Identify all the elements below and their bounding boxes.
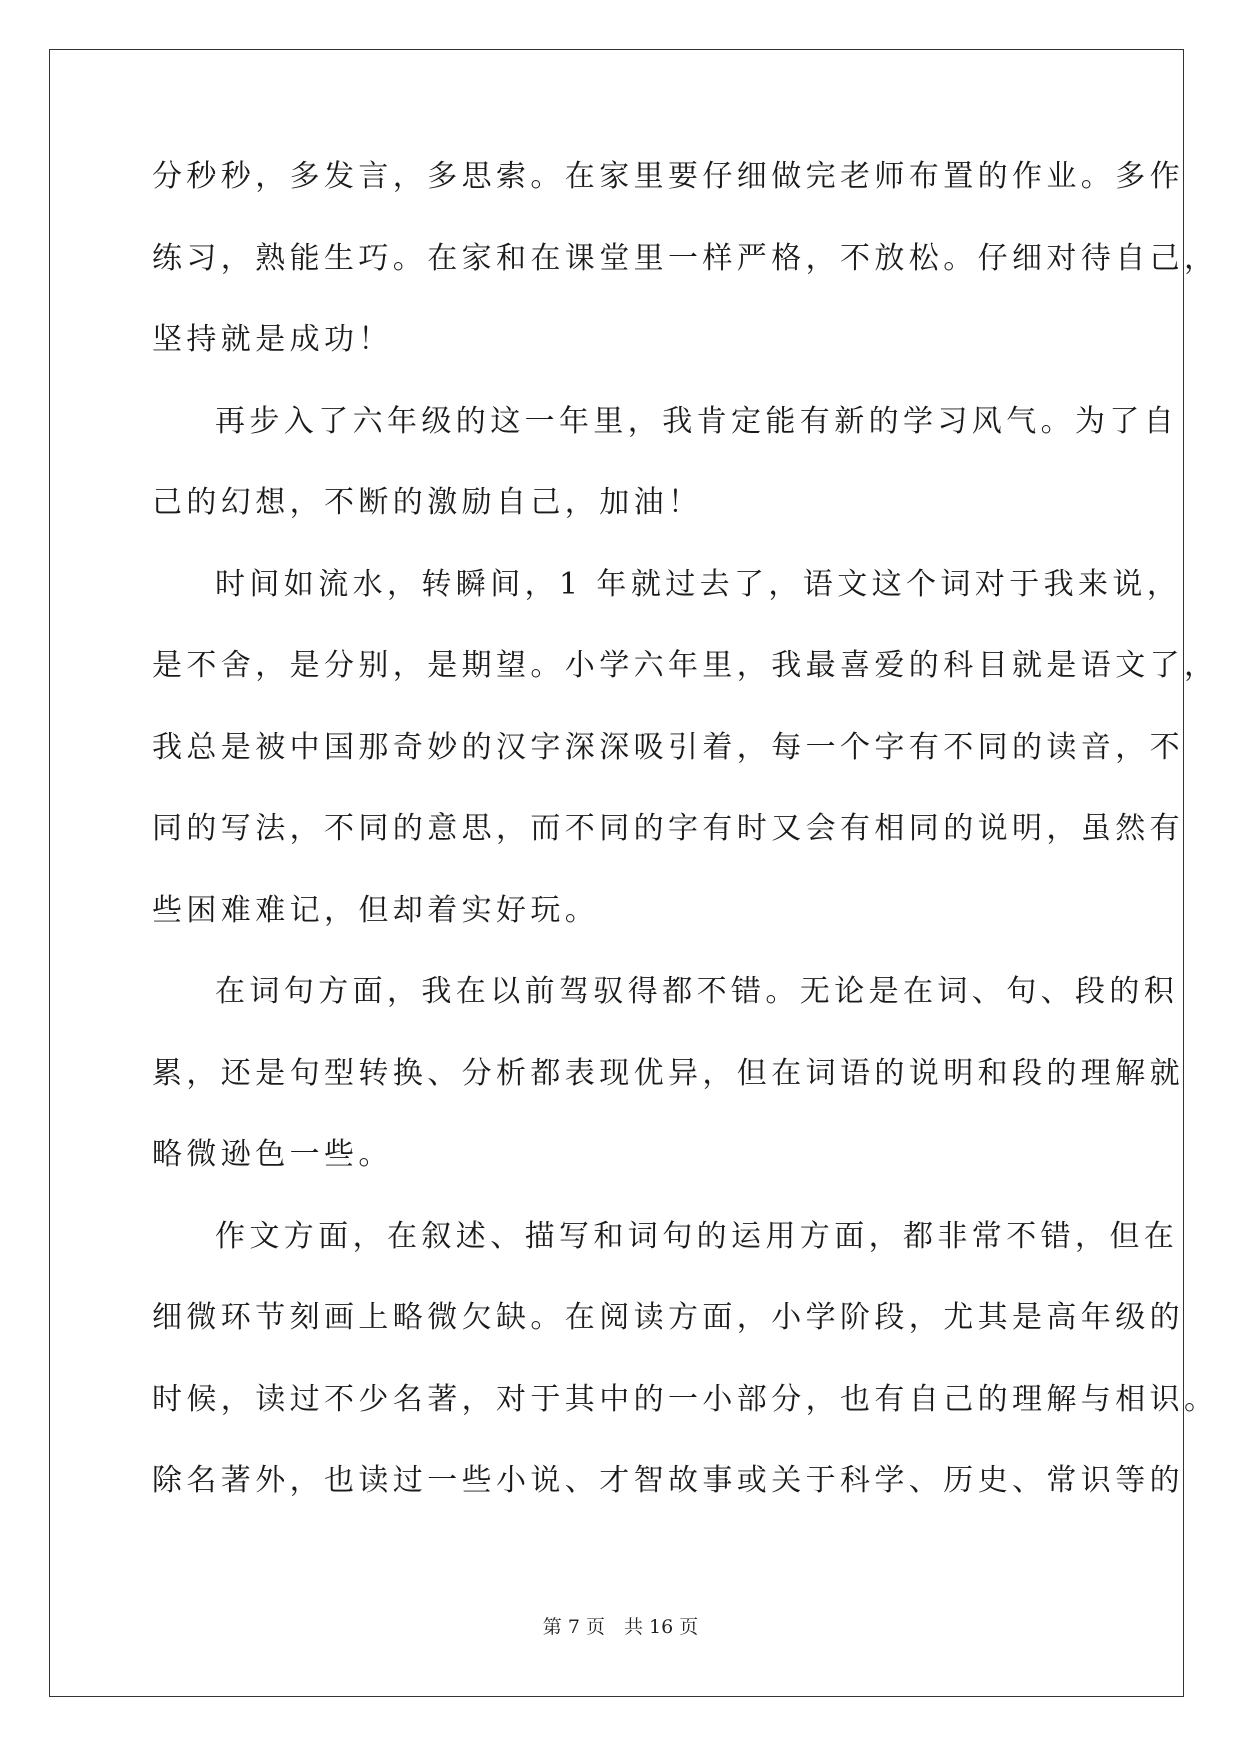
- text-line: 坚持就是成功！: [152, 322, 393, 357]
- document-body: [152, 159, 1219, 1548]
- page-number-footer: 第 7 页 共 16 页: [542, 1616, 699, 1638]
- text-line: 略微逊色一些。: [152, 1137, 393, 1172]
- paragraph-start-line: 再步入了六年级的这一年里，我肯定能有新的学习风气。为了自: [215, 403, 1179, 439]
- text-line: 些困难难记，但却着实好玩。: [152, 892, 600, 928]
- text-line: 除名著外，也读过一些小说、才智故事或关于科学、历史、常识等的: [152, 1463, 1184, 1498]
- text-line: 我总是被中国那奇妙的汉字深深吸引着，每一个字有不同的读音，不: [152, 729, 1184, 765]
- text-line: 练习，熟能生巧。在家和在课堂里一样严格，不放松。仔细对待自己，: [152, 240, 1219, 276]
- text-line: 分秒秒，多发言，多思索。在家里要仔细做完老师布置的作业。多作: [152, 159, 1184, 194]
- paragraph-start-line: 作文方面，在叙述、描写和词句的运用方面，都非常不错，但在: [215, 1218, 1179, 1254]
- text-line: 是不舍，是分别，是期望。小学六年里，我最喜爱的科目就是语文了，: [152, 648, 1219, 683]
- text-line: 同的写法，不同的意思，而不同的字有时又会有相同的说明，虽然有: [152, 811, 1184, 846]
- paragraph-start-line: 在词句方面，我在以前驾驭得都不错。无论是在词、句、段的积: [215, 974, 1179, 1009]
- paragraph-start-line: 时间如流水，转瞬间，1 年就过去了，语文这个词对于我来说，: [215, 566, 1182, 602]
- text-line: 己的幻想，不断的激励自己，加油！: [152, 485, 703, 520]
- text-line: 时候，读过不少名著，对于其中的一小部分，也有自己的理解与相识。: [152, 1381, 1219, 1417]
- text-line: 累，还是句型转换、分析都表现优异，但在词语的说明和段的理解就: [152, 1055, 1184, 1091]
- text-line: 细微环节刻画上略微欠缺。在阅读方面，小学阶段，尤其是高年级的: [152, 1300, 1184, 1335]
